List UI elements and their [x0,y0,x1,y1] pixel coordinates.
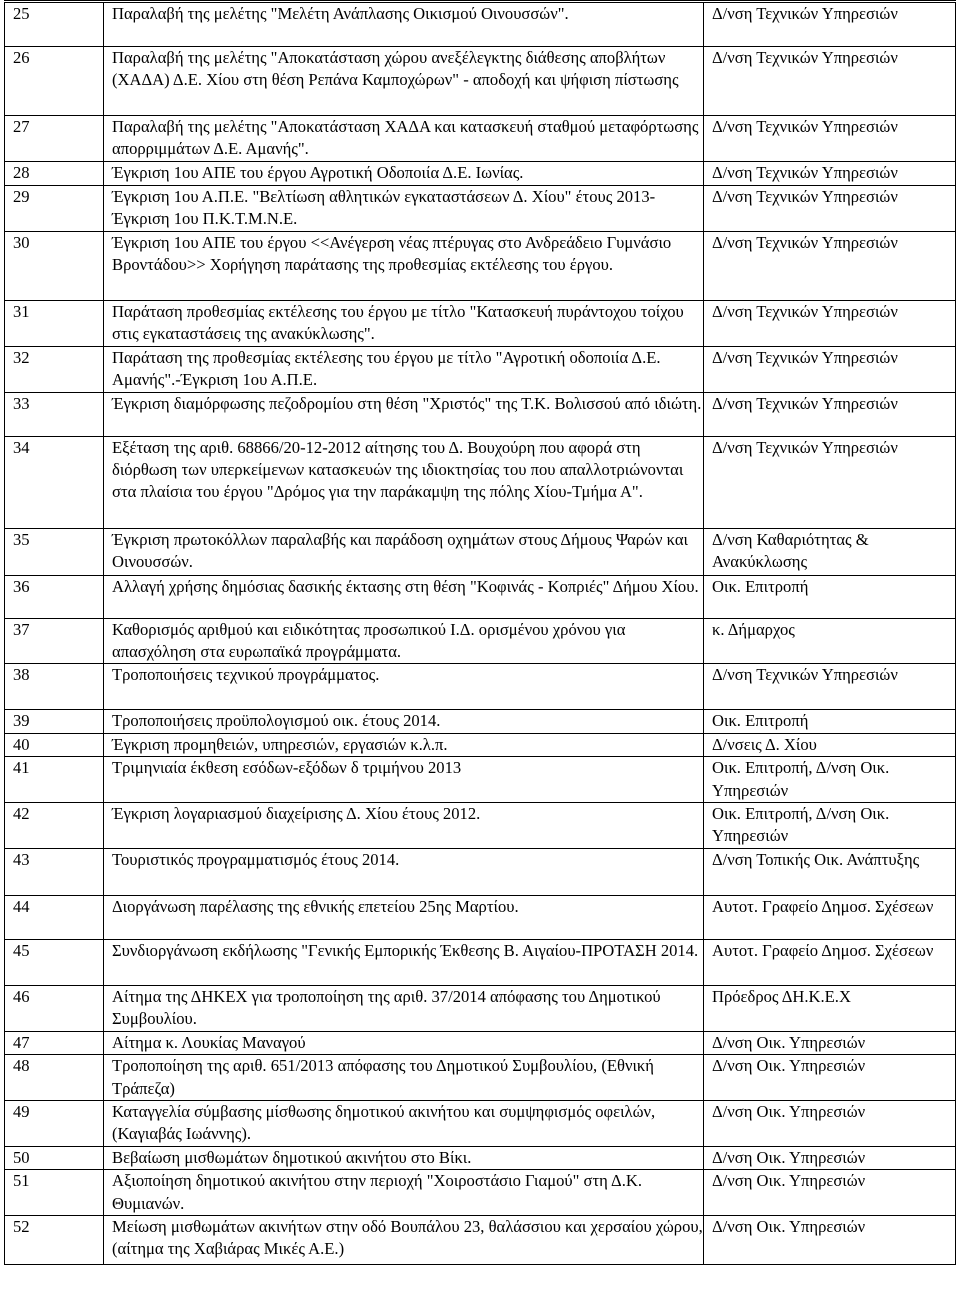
item-subject: Έγκριση διαμόρφωσης πεζοδρομίου στη θέση "Χριστός" της Τ.Κ. Βολισσού από ιδιώτη. [104,392,704,436]
table-row [5,895,956,939]
table-row [5,346,956,392]
item-responsible: Δ/νση Τεχνικών Υπηρεσιών [704,116,956,162]
table-row [5,1031,956,1054]
item-subject: Παραλαβή της μελέτης "Μελέτη Ανάπλασης Οικισμού Οινουσσών". [104,3,704,47]
item-responsible: Δ/νση Τεχνικών Υπηρεσιών [704,346,956,392]
item-subject: Τριμηνιαία έκθεση εσόδων-εξόδων δ τριμήνου 2013 [104,757,704,803]
table-row [5,1170,956,1216]
item-responsible: Αυτοτ. Γραφείο Δημοσ. Σχέσεων [704,895,956,939]
item-number: 48 [5,1055,104,1101]
item-responsible: Οικ. Επιτροπή [704,710,956,733]
item-subject: Τροποποιήσεις προϋπολογισμού οικ. έτους 2014. [104,710,704,733]
item-subject: Συνδιοργάνωση εκδήλωσης "Γενικής Εμπορικής Έκθεσης Β. Αιγαίου-ΠΡΟΤΑΣΗ 2014. [104,939,704,985]
item-subject: Τουριστικός προγραμματισμός έτους 2014. [104,848,704,895]
table-row [5,47,956,116]
item-number: 44 [5,895,104,939]
item-responsible: Δ/νση Τεχνικών Υπηρεσιών [704,47,956,116]
table-row [5,161,956,185]
table-row [5,436,956,528]
item-number: 51 [5,1170,104,1216]
item-subject: Καταγγελία σύμβασης μίσθωσης δημοτικού ακινήτου και συμψηφισμός οφειλών, (Καγιαβάς Ιωάννης). [104,1100,704,1146]
item-number: 46 [5,985,104,1031]
table-row [5,848,956,895]
item-responsible: Οικ. Επιτροπή, Δ/νση Οικ. Υπηρεσιών [704,803,956,849]
table-row [5,710,956,733]
item-responsible: Δ/νση Τεχνικών Υπηρεσιών [704,664,956,710]
item-number: 29 [5,185,104,231]
item-subject: Τροποποιήσεις τεχνικού προγράμματος. [104,664,704,710]
item-subject: Έγκριση 1ου ΑΠΕ του έργου <<Ανέγερση νέας πτέρυγας στο Ανδρεάδειο Γυμνάσιο Βροντάδου>> Χορήγηση παράτασης της προθεσμίας εκτέλεσης του έργου. [104,231,704,300]
item-subject: Εξέταση της αριθ. 68866/20-12-2012 αίτησης του Δ. Βουχούρη που αφορά στη διόρθωση των υπερκείμενων κατασκευών της ιδιοκτησίας του που απαλλοτριώνονται στα πλαίσια του έργου "Δρόμος για την παράκαμψη της πόλης Χίου-Τμήμα Α". [104,436,704,528]
item-number: 50 [5,1146,104,1169]
item-number: 42 [5,803,104,849]
table-row [5,300,956,346]
item-number: 32 [5,346,104,392]
table-row [5,1215,956,1264]
item-subject: Παραλαβή της μελέτης "Αποκατάσταση ΧΑΔΑ και κατασκευή σταθμού μεταφόρτωσης απορριμμάτων Δ.Ε. Αμανής". [104,116,704,162]
item-subject: Αξιοποίηση δημοτικού ακινήτου στην περιοχή "Χοιροστάσιο Γιαμού" στη Δ.Κ. Θυμιανών. [104,1170,704,1216]
item-subject: Παραλαβή της μελέτης "Αποκατάσταση χώρου ανεξέλεγκτης διάθεσης αποβλήτων (ΧΑΔΑ) Δ.Ε. Χίου στη θέση Ρεπάνα Καμποχώρων" - αποδοχή και ψήφιση πίστωσης [104,47,704,116]
item-number: 40 [5,733,104,756]
item-number: 47 [5,1031,104,1054]
item-number: 35 [5,528,104,575]
item-responsible: Οικ. Επιτροπή [704,575,956,618]
table-row [5,231,956,300]
agenda-body [5,3,956,1265]
item-number: 28 [5,161,104,185]
top-rule [4,0,956,1]
table-row [5,392,956,436]
table-row [5,1100,956,1146]
item-responsible: κ. Δήμαρχος [704,618,956,664]
item-responsible: Δ/νση Τοπικής Οικ. Ανάπτυξης [704,848,956,895]
item-number: 33 [5,392,104,436]
item-number: 49 [5,1100,104,1146]
item-subject: Έγκριση πρωτοκόλλων παραλαβής και παράδοση οχημάτων στους Δήμους Ψαρών και Οινουσσών. [104,528,704,575]
item-subject: Αίτημα της ΔΗΚΕΧ για τροποποίηση της αριθ. 37/2014 απόφασης του Δημοτικού Συμβουλίου. [104,985,704,1031]
item-responsible: Δ/νση Τεχνικών Υπηρεσιών [704,392,956,436]
item-subject: Έγκριση 1ου Α.Π.Ε. "Βελτίωση αθλητικών εγκαταστάσεων Δ. Χίου" έτους 2013-Έγκριση 1ου Π.Κ.Τ.Μ.Ν.Ε. [104,185,704,231]
item-responsible: Οικ. Επιτροπή, Δ/νση Οικ. Υπηρεσιών [704,757,956,803]
table-row [5,985,956,1031]
item-subject: Έγκριση προμηθειών, υπηρεσιών, εργασιών κ.λ.π. [104,733,704,756]
item-subject: Αίτημα κ. Λουκίας Μαναγού [104,1031,704,1054]
item-subject: Παράταση προθεσμίας εκτέλεσης του έργου με τίτλο "Κατασκευή πυράντοχου τοίχου στις εγκαταστάσεις της ανακύκλωσης". [104,300,704,346]
item-number: 30 [5,231,104,300]
item-responsible: Δ/νση Οικ. Υπηρεσιών [704,1055,956,1101]
item-subject: Τροποποίηση της αριθ. 651/2013 απόφασης του Δημοτικού Συμβουλίου, (Εθνική Τράπεζα) [104,1055,704,1101]
table-row [5,803,956,849]
agenda-table [4,2,956,1265]
item-responsible: Δ/νση Τεχνικών Υπηρεσιών [704,185,956,231]
item-subject: Μείωση μισθωμάτων ακινήτων στην οδό Βουπάλου 23, θαλάσσιου και χερσαίου χώρου, (αίτημα της Χαβιάρας Μικές Α.Ε.) [104,1215,704,1264]
item-number: 43 [5,848,104,895]
table-row [5,733,956,756]
item-number: 34 [5,436,104,528]
item-subject: Βεβαίωση μισθωμάτων δημοτικού ακινήτου στο Βίκι. [104,1146,704,1169]
table-row [5,757,956,803]
item-subject: Διοργάνωση παρέλασης της εθνικής επετείου 25ης Μαρτίου. [104,895,704,939]
table-row [5,116,956,162]
item-responsible: Δ/νση Οικ. Υπηρεσιών [704,1215,956,1264]
item-subject: Έγκριση 1ου ΑΠΕ του έργου Αγροτική Οδοποιία Δ.Ε. Ιωνίας. [104,161,704,185]
item-responsible: Πρόεδρος ΔΗ.Κ.Ε.Χ [704,985,956,1031]
item-responsible: Δ/νση Τεχνικών Υπηρεσιών [704,3,956,47]
item-subject: Αλλαγή χρήσης δημόσιας δασικής έκτασης στη θέση "Κοφινάς - Κοπριές" Δήμου Χίου. [104,575,704,618]
item-subject: Παράταση της προθεσμίας εκτέλεσης του έργου με τίτλο "Αγροτική οδοποιία Δ.Ε. Αμανής".-Έγκριση 1ου Α.Π.Ε. [104,346,704,392]
table-row [5,575,956,618]
item-number: 26 [5,47,104,116]
item-number: 37 [5,618,104,664]
item-number: 41 [5,757,104,803]
item-number: 25 [5,3,104,47]
item-number: 38 [5,664,104,710]
table-row [5,1055,956,1101]
item-responsible: Δ/νση Τεχνικών Υπηρεσιών [704,231,956,300]
item-responsible: Δ/νση Τεχνικών Υπηρεσιών [704,436,956,528]
item-responsible: Δ/νση Καθαριότητας & Ανακύκλωσης [704,528,956,575]
item-responsible: Δ/νσεις Δ. Χίου [704,733,956,756]
item-number: 39 [5,710,104,733]
item-subject: Έγκριση λογαριασμού διαχείρισης Δ. Χίου έτους 2012. [104,803,704,849]
table-row [5,528,956,575]
table-row [5,618,956,664]
item-number: 31 [5,300,104,346]
item-number: 27 [5,116,104,162]
item-responsible: Δ/νση Οικ. Υπηρεσιών [704,1031,956,1054]
item-responsible: Δ/νση Οικ. Υπηρεσιών [704,1100,956,1146]
table-row [5,3,956,47]
item-responsible: Δ/νση Τεχνικών Υπηρεσιών [704,300,956,346]
item-responsible: Αυτοτ. Γραφείο Δημοσ. Σχέσεων [704,939,956,985]
item-number: 45 [5,939,104,985]
item-number: 36 [5,575,104,618]
item-responsible: Δ/νση Τεχνικών Υπηρεσιών [704,161,956,185]
table-row [5,185,956,231]
table-row [5,939,956,985]
table-row [5,1146,956,1169]
item-subject: Καθορισμός αριθμού και ειδικότητας προσωπικού Ι.Δ. ορισμένου χρόνου για απασχόληση στα ευρωπαϊκά προγράμματα. [104,618,704,664]
table-row [5,664,956,710]
item-responsible: Δ/νση Οικ. Υπηρεσιών [704,1146,956,1169]
item-responsible: Δ/νση Οικ. Υπηρεσιών [704,1170,956,1216]
item-number: 52 [5,1215,104,1264]
